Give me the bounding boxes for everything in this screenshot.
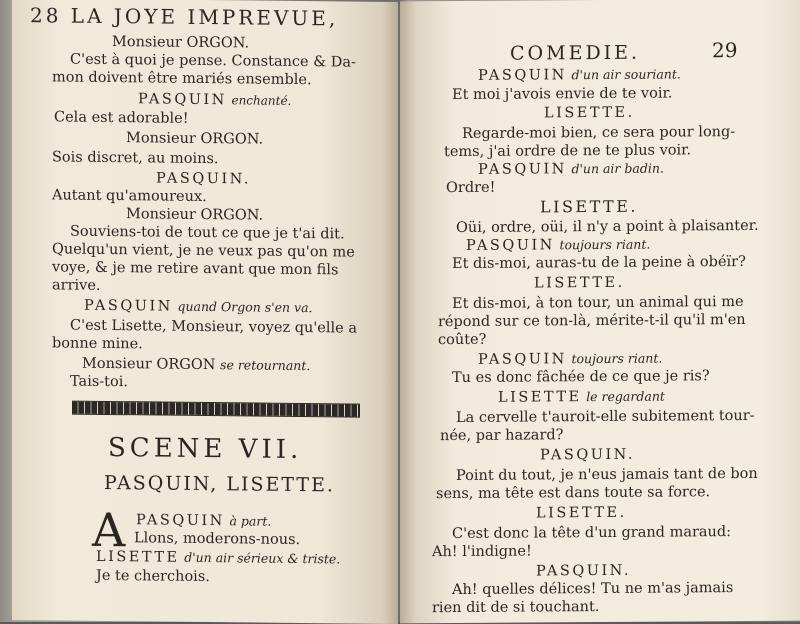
- text-line: La cervelle t'auroit-elle subitement tour-: [456, 407, 755, 427]
- text-line: Et moi j'avois envie de te voir.: [452, 85, 673, 104]
- speaker-pasquin: PASQUIN.: [536, 562, 632, 580]
- stage-direction: d'un air sérieux & triste.: [184, 549, 341, 567]
- speaker-lisette: LISETTE.: [536, 504, 627, 522]
- stage-direction: quand Orgon s'en va.: [177, 298, 313, 316]
- text-line: C'est Lisette, Monsieur, voyez qu'elle a: [70, 317, 357, 337]
- page-number: 29: [712, 38, 738, 63]
- text-line: bonne mine.: [52, 335, 143, 353]
- text-line: coûte?: [438, 331, 487, 349]
- stage-direction: se retournant.: [220, 357, 311, 374]
- speaker-pasquin: PASQUIN.: [540, 446, 636, 464]
- stage-direction: le regardant: [586, 388, 665, 405]
- text-line: Souviens-toi de tout ce que je t'ai dit.: [70, 223, 345, 243]
- speaker-orgon: Monsieur ORGON.: [112, 34, 250, 52]
- scene-title: SCENE VII.: [108, 432, 303, 466]
- speaker-lisette: LISETTE: [498, 389, 582, 406]
- text-line: mon doivent être mariés ensemble.: [52, 69, 312, 89]
- text-line: Je te cherchois.: [96, 567, 210, 586]
- text-line: voye, & je me retire avant que mon fils: [52, 259, 339, 279]
- speaker-orgon: Monsieur ORGON.: [126, 130, 264, 148]
- text-line: répond sur ce ton-là, mérite-t-il qu'il m'en: [438, 311, 746, 331]
- speaker-pasquin: PASQUIN: [478, 351, 567, 368]
- text-line: née, par hazard?: [440, 427, 564, 445]
- text-line: Llons, moderons-nous.: [134, 530, 301, 548]
- speaker-pasquin: PASQUIN: [138, 91, 227, 109]
- speaker-lisette: LISETTE.: [534, 274, 625, 292]
- stage-direction: d'un air badin.: [571, 160, 664, 177]
- right-page: [400, 0, 800, 623]
- speaker-lisette: LISETTE.: [540, 196, 638, 217]
- stage-direction: toujours riant.: [571, 350, 663, 367]
- left-page-header: 28 LA JOYE IMPREVUE,: [30, 3, 339, 31]
- text-line: Quelqu'un vient, je ne veux pas qu'on me: [52, 241, 355, 261]
- text-line: Sois discret, au moins.: [52, 149, 219, 168]
- left-page: [12, 0, 398, 624]
- speaker-orgon: Monsieur ORGON: [82, 355, 216, 374]
- text-line: C'est donc la tête d'un grand maraud:: [452, 524, 732, 543]
- text-line: Regarde-moi bien, ce sera pour long-: [462, 124, 736, 142]
- text-line: rien dit de si touchant.: [432, 599, 600, 617]
- speaker-pasquin: PASQUIN: [478, 161, 567, 178]
- speaker-orgon: Monsieur ORGON.: [126, 206, 264, 224]
- speaker-lisette: LISETTE: [96, 548, 180, 566]
- text-line: Ordre!: [446, 179, 496, 197]
- text-line: Point du tout, je n'eus jamais tant de bon: [456, 465, 758, 485]
- scene-cast: PASQUIN, LISETTE.: [104, 471, 335, 497]
- speaker-pasquin: PASQUIN.: [156, 170, 252, 188]
- text-line: Ah! quelles délices! Tu ne m'as jamais: [452, 580, 734, 599]
- text-line: Oüi, ordre, oüi, il n'y a point à plaisanter.: [456, 217, 759, 237]
- text-line: arrive.: [52, 277, 101, 294]
- drop-cap: A: [92, 502, 126, 558]
- speaker-pasquin: PASQUIN: [84, 297, 173, 315]
- stage-direction: enchanté.: [231, 93, 292, 108]
- text-line: sens, ma tête est dans toute sa force.: [436, 484, 711, 503]
- text-line: Tu es donc fâchée de ce que je ris?: [452, 368, 710, 387]
- speaker-pasquin: PASQUIN: [466, 237, 555, 254]
- text-line: Autant qu'amoureux.: [52, 187, 207, 206]
- text-line: Ah! l'indigne!: [432, 543, 532, 561]
- speaker-lisette: LISETTE.: [544, 104, 635, 122]
- speaker-pasquin: PASQUIN: [478, 67, 567, 84]
- text-line: Cela est adorable!: [54, 109, 189, 127]
- text-line: C'est à quoi je pense. Constance & Da-: [70, 51, 356, 71]
- right-page-header: COMEDIE.: [510, 41, 641, 65]
- text-line: Tais-toi.: [70, 373, 128, 391]
- stage-direction: d'un air souriant.: [571, 66, 681, 83]
- stage-direction: toujours riant.: [559, 236, 651, 253]
- stage-direction: à part.: [229, 513, 272, 529]
- text-line: Et dis-moi, à ton tour, un animal qui me: [452, 293, 744, 313]
- speaker-pasquin: PASQUIN: [136, 512, 225, 530]
- text-line: Et dis-moi, auras-tu de la peine à obéïr?: [452, 253, 746, 273]
- ornamental-rule: [72, 401, 360, 418]
- text-line: tems, j'ai ordre de ne te plus voir.: [444, 142, 692, 161]
